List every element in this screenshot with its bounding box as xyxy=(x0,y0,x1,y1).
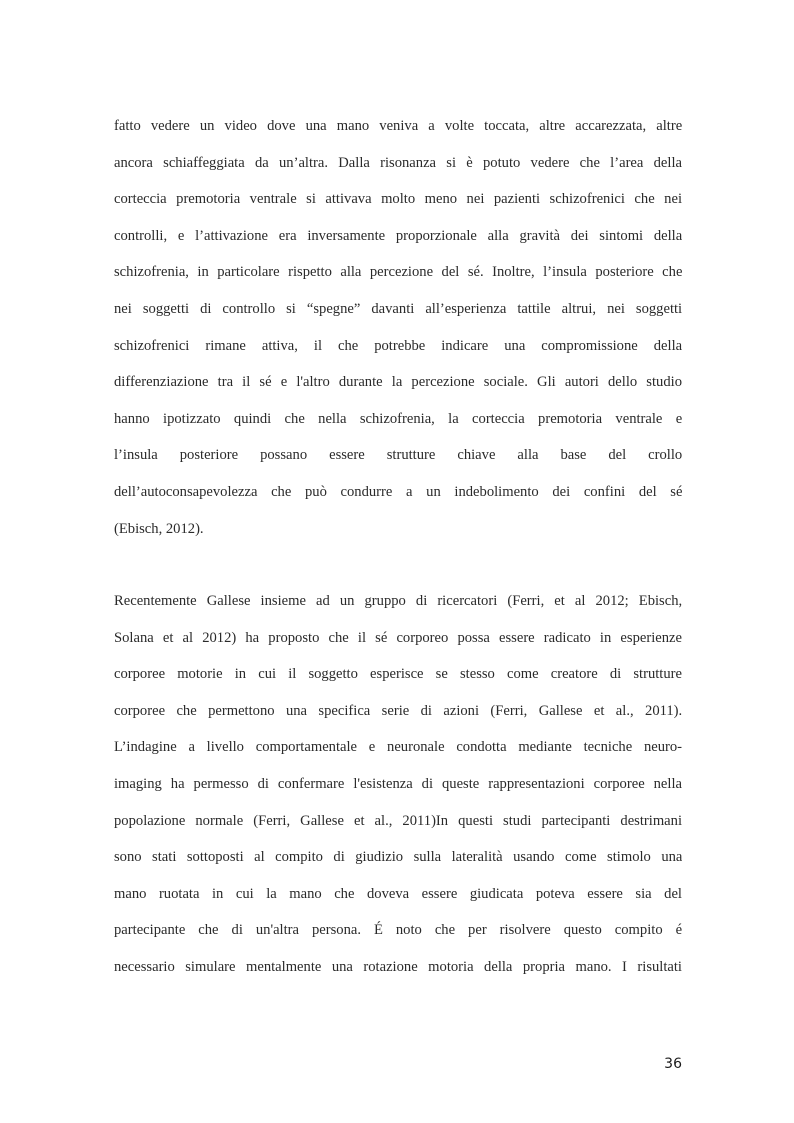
paragraph-2 xyxy=(114,583,682,986)
text-line: corporee motorie in cui il soggetto esperisce se stesso come creatore di strutture xyxy=(114,666,682,683)
paragraph-1 xyxy=(114,108,682,547)
text-line: L’indagine a livello comportamentale e neuronale condotta mediante tecniche neuro- xyxy=(114,739,682,756)
text-line: hanno ipotizzato quindi che nella schizofrenia, la corteccia premotoria ventrale e xyxy=(114,410,682,427)
text-line: l’insula posteriore possano essere strutture chiave alla base del crollo xyxy=(114,447,682,464)
text-line: dell’autoconsapevolezza che può condurre a un indebolimento dei confini del sé xyxy=(114,483,682,500)
text-line: mano ruotata in cui la mano che doveva essere giudicata poteva essere sia del xyxy=(114,885,682,902)
text-line: fatto vedere un video dove una mano veniva a volte toccata, altre accarezzata, altre xyxy=(114,118,682,134)
text-line: popolazione normale (Ferri, Gallese et al., 2011)In questi studi partecipanti destrimani xyxy=(114,812,682,829)
text-line: Recentemente Gallese insieme ad un gruppo di ricercatori (Ferri, et al 2012; Ebisch, xyxy=(114,593,682,609)
text-line: Solana et al 2012) ha proposto che il sé corporeo possa essere radicato in esperienze xyxy=(114,629,682,646)
text-line: corporee che permettono una specifica serie di azioni (Ferri, Gallese et al., 2011). xyxy=(114,702,682,719)
text-line: partecipante che di un'altra persona. É noto che per risolvere questo compito é xyxy=(114,922,682,939)
text-line: ancora schiaffeggiata da un’altra. Dalla risonanza si è potuto vedere che l’area della xyxy=(114,154,682,171)
text-line: schizofrenici rimane attiva, il che potrebbe indicare una compromissione della xyxy=(114,337,682,354)
page-number: 36 xyxy=(664,1056,682,1072)
text-line: sono stati sottoposti al compito di giudizio sulla lateralità usando come stimolo una xyxy=(114,849,682,866)
text-line: controlli, e l’attivazione era inversamente proporzionale alla gravità dei sintomi della xyxy=(114,227,682,244)
text-line: corteccia premotoria ventrale si attivava molto meno nei pazienti schizofrenici che nei xyxy=(114,191,682,208)
text-line: (Ebisch, 2012). xyxy=(114,520,204,537)
text-line: schizofrenia, in particolare rispetto alla percezione del sé. Inoltre, l’insula posteriore che xyxy=(114,264,682,281)
text-line: nei soggetti di controllo si “spegne” davanti all’esperienza tattile altrui, nei soggetti xyxy=(114,300,682,317)
text-line: necessario simulare mentalmente una rotazione motoria della propria mano. I risultati xyxy=(114,958,682,975)
text-line: imaging ha permesso di confermare l'esistenza di queste rappresentazioni corporee nella xyxy=(114,775,682,792)
text-line: differenziazione tra il sé e l'altro durante la percezione sociale. Gli autori dello studio xyxy=(114,374,682,391)
